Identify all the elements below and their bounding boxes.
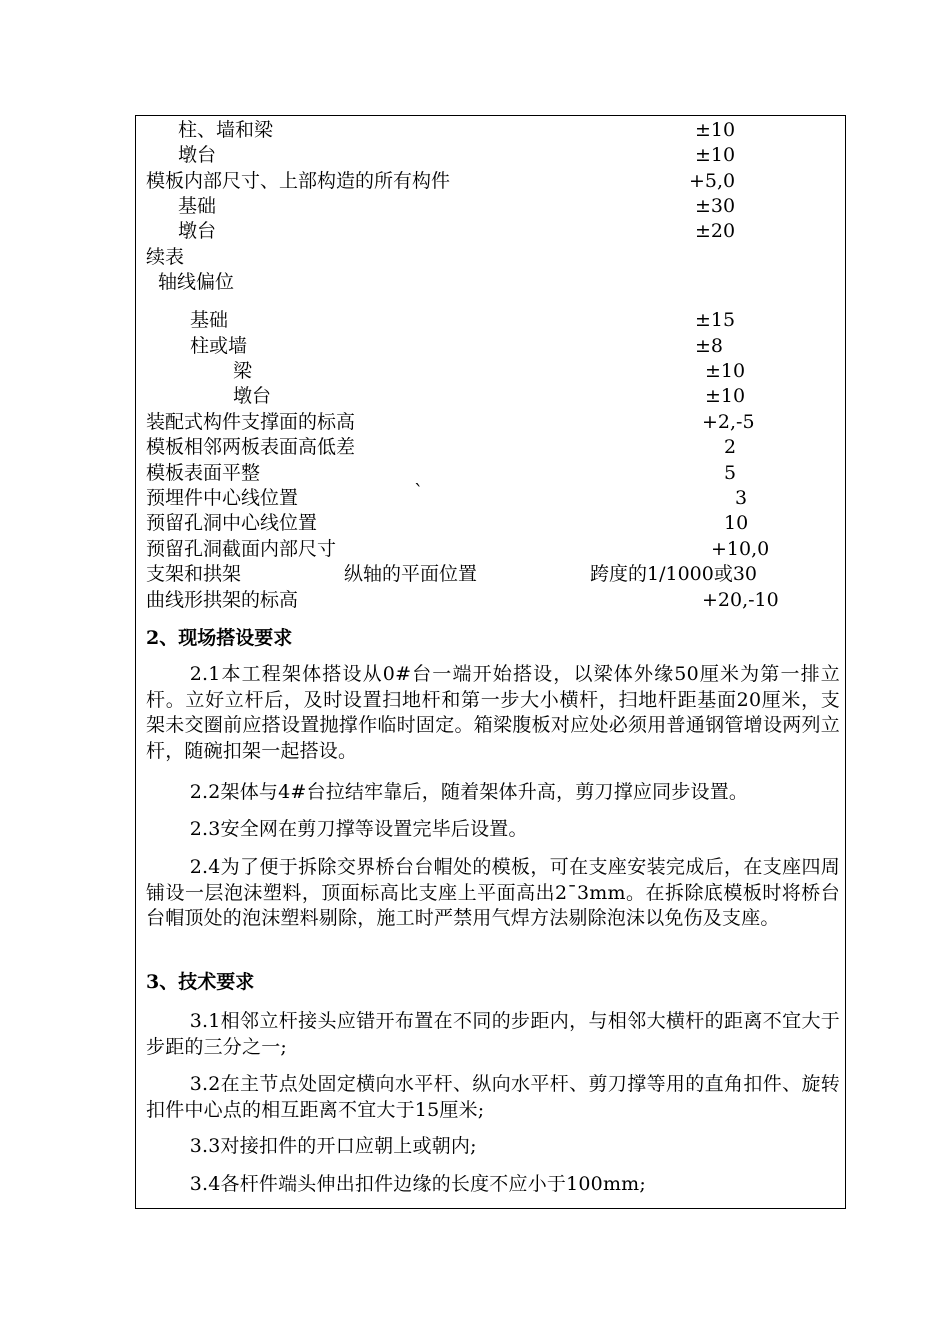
continued-table-label: 续表	[146, 246, 185, 268]
section-heading: 3、技术要求	[146, 971, 255, 993]
row-value: ±10	[695, 119, 736, 141]
paragraph: 3.2在主节点处固定横向水平杆、纵向水平杆、剪刀撑等用的直角扣件、旋转扣件中心点的相互距离不宜大于15厘米;	[146, 1073, 840, 1121]
row-label: 预留孔洞截面内部尺寸	[146, 538, 337, 560]
row-label: 模板相邻两板表面高低差	[146, 436, 356, 458]
row-label: 基础	[190, 309, 229, 331]
row-value: ±10	[705, 385, 746, 407]
row-sublabel: 纵轴的平面位置	[344, 563, 478, 585]
row-label: 柱、墙和梁	[178, 119, 274, 141]
row-label: 墩台	[178, 144, 217, 166]
row-value: ±30	[695, 195, 736, 217]
stray-mark: `	[414, 481, 424, 503]
row-label: 模板表面平整	[146, 462, 261, 484]
row-label: 预留孔洞中心线位置	[146, 512, 318, 534]
row-label: 装配式构件支撑面的标高	[146, 411, 356, 433]
paragraph: 2.1本工程架体搭设从0#台一端开始搭设，以梁体外缘50厘米为第一排立杆。立好立杆后，及时设置扫地杆和第一步大小横杆，扫地杆距基面20厘米，支架未交圈前应搭设置抛撑作临时固定。箱梁腹板对应处必须用普通钢管增设两列立杆，随碗扣架一起搭设。	[146, 663, 840, 762]
row-value: ±8	[695, 335, 724, 357]
row-value: ±15	[695, 309, 736, 331]
row-label: 梁	[233, 360, 253, 382]
row-label: 曲线形拱架的标高	[146, 589, 299, 611]
paragraph: 2.4为了便于拆除交界桥台台帽处的模板，可在支座安装完成后，在支座四周铺设一层泡沫塑料，顶面标高比支座上平面高出2¯3mm。在拆除底模板时将桥台台帽顶处的泡沫塑料剔除，施工时严禁用气焊方法剔除泡沫以免伤及支座。	[146, 856, 840, 929]
row-value: 3	[735, 487, 748, 509]
paragraph: 2.3安全网在剪刀撑等设置完毕后设置。	[189, 818, 528, 840]
row-label: 基础	[178, 195, 217, 217]
row-label: 柱或墙	[190, 335, 248, 357]
row-value: ±10	[705, 360, 746, 382]
paragraph: 3.4各杆件端头伸出扣件边缘的长度不应小于100mm;	[189, 1173, 647, 1195]
row-label: 预埋件中心线位置	[146, 487, 299, 509]
row-value: +5,0	[689, 170, 736, 192]
row-label: 模板内部尺寸、上部构造的所有构件	[146, 170, 451, 192]
row-value: ±10	[695, 144, 736, 166]
row-label: 轴线偏位	[158, 271, 235, 293]
row-value: +20,-10	[702, 589, 779, 611]
row-value: 5	[724, 462, 737, 484]
paragraph: 3.3对接扣件的开口应朝上或朝内;	[189, 1135, 477, 1157]
row-label: 支架和拱架	[146, 563, 242, 585]
row-value: ±20	[695, 220, 736, 242]
section-heading: 2、现场搭设要求	[146, 627, 293, 649]
row-label: 墩台	[233, 385, 272, 407]
row-value: +2,-5	[702, 411, 755, 433]
row-value: 2	[724, 436, 737, 458]
row-value: +10,0	[711, 538, 770, 560]
paragraph: 2.2架体与4#台拉结牢靠后，随着架体升高，剪刀撑应同步设置。	[189, 781, 749, 803]
row-label: 墩台	[178, 220, 217, 242]
paragraph: 3.1相邻立杆接头应错开布置在不同的步距内，与相邻大横杆的距离不宜大于步距的三分之一;	[146, 1010, 840, 1058]
row-value: 跨度的1/1000或30	[590, 563, 758, 585]
row-value: 10	[724, 512, 749, 534]
